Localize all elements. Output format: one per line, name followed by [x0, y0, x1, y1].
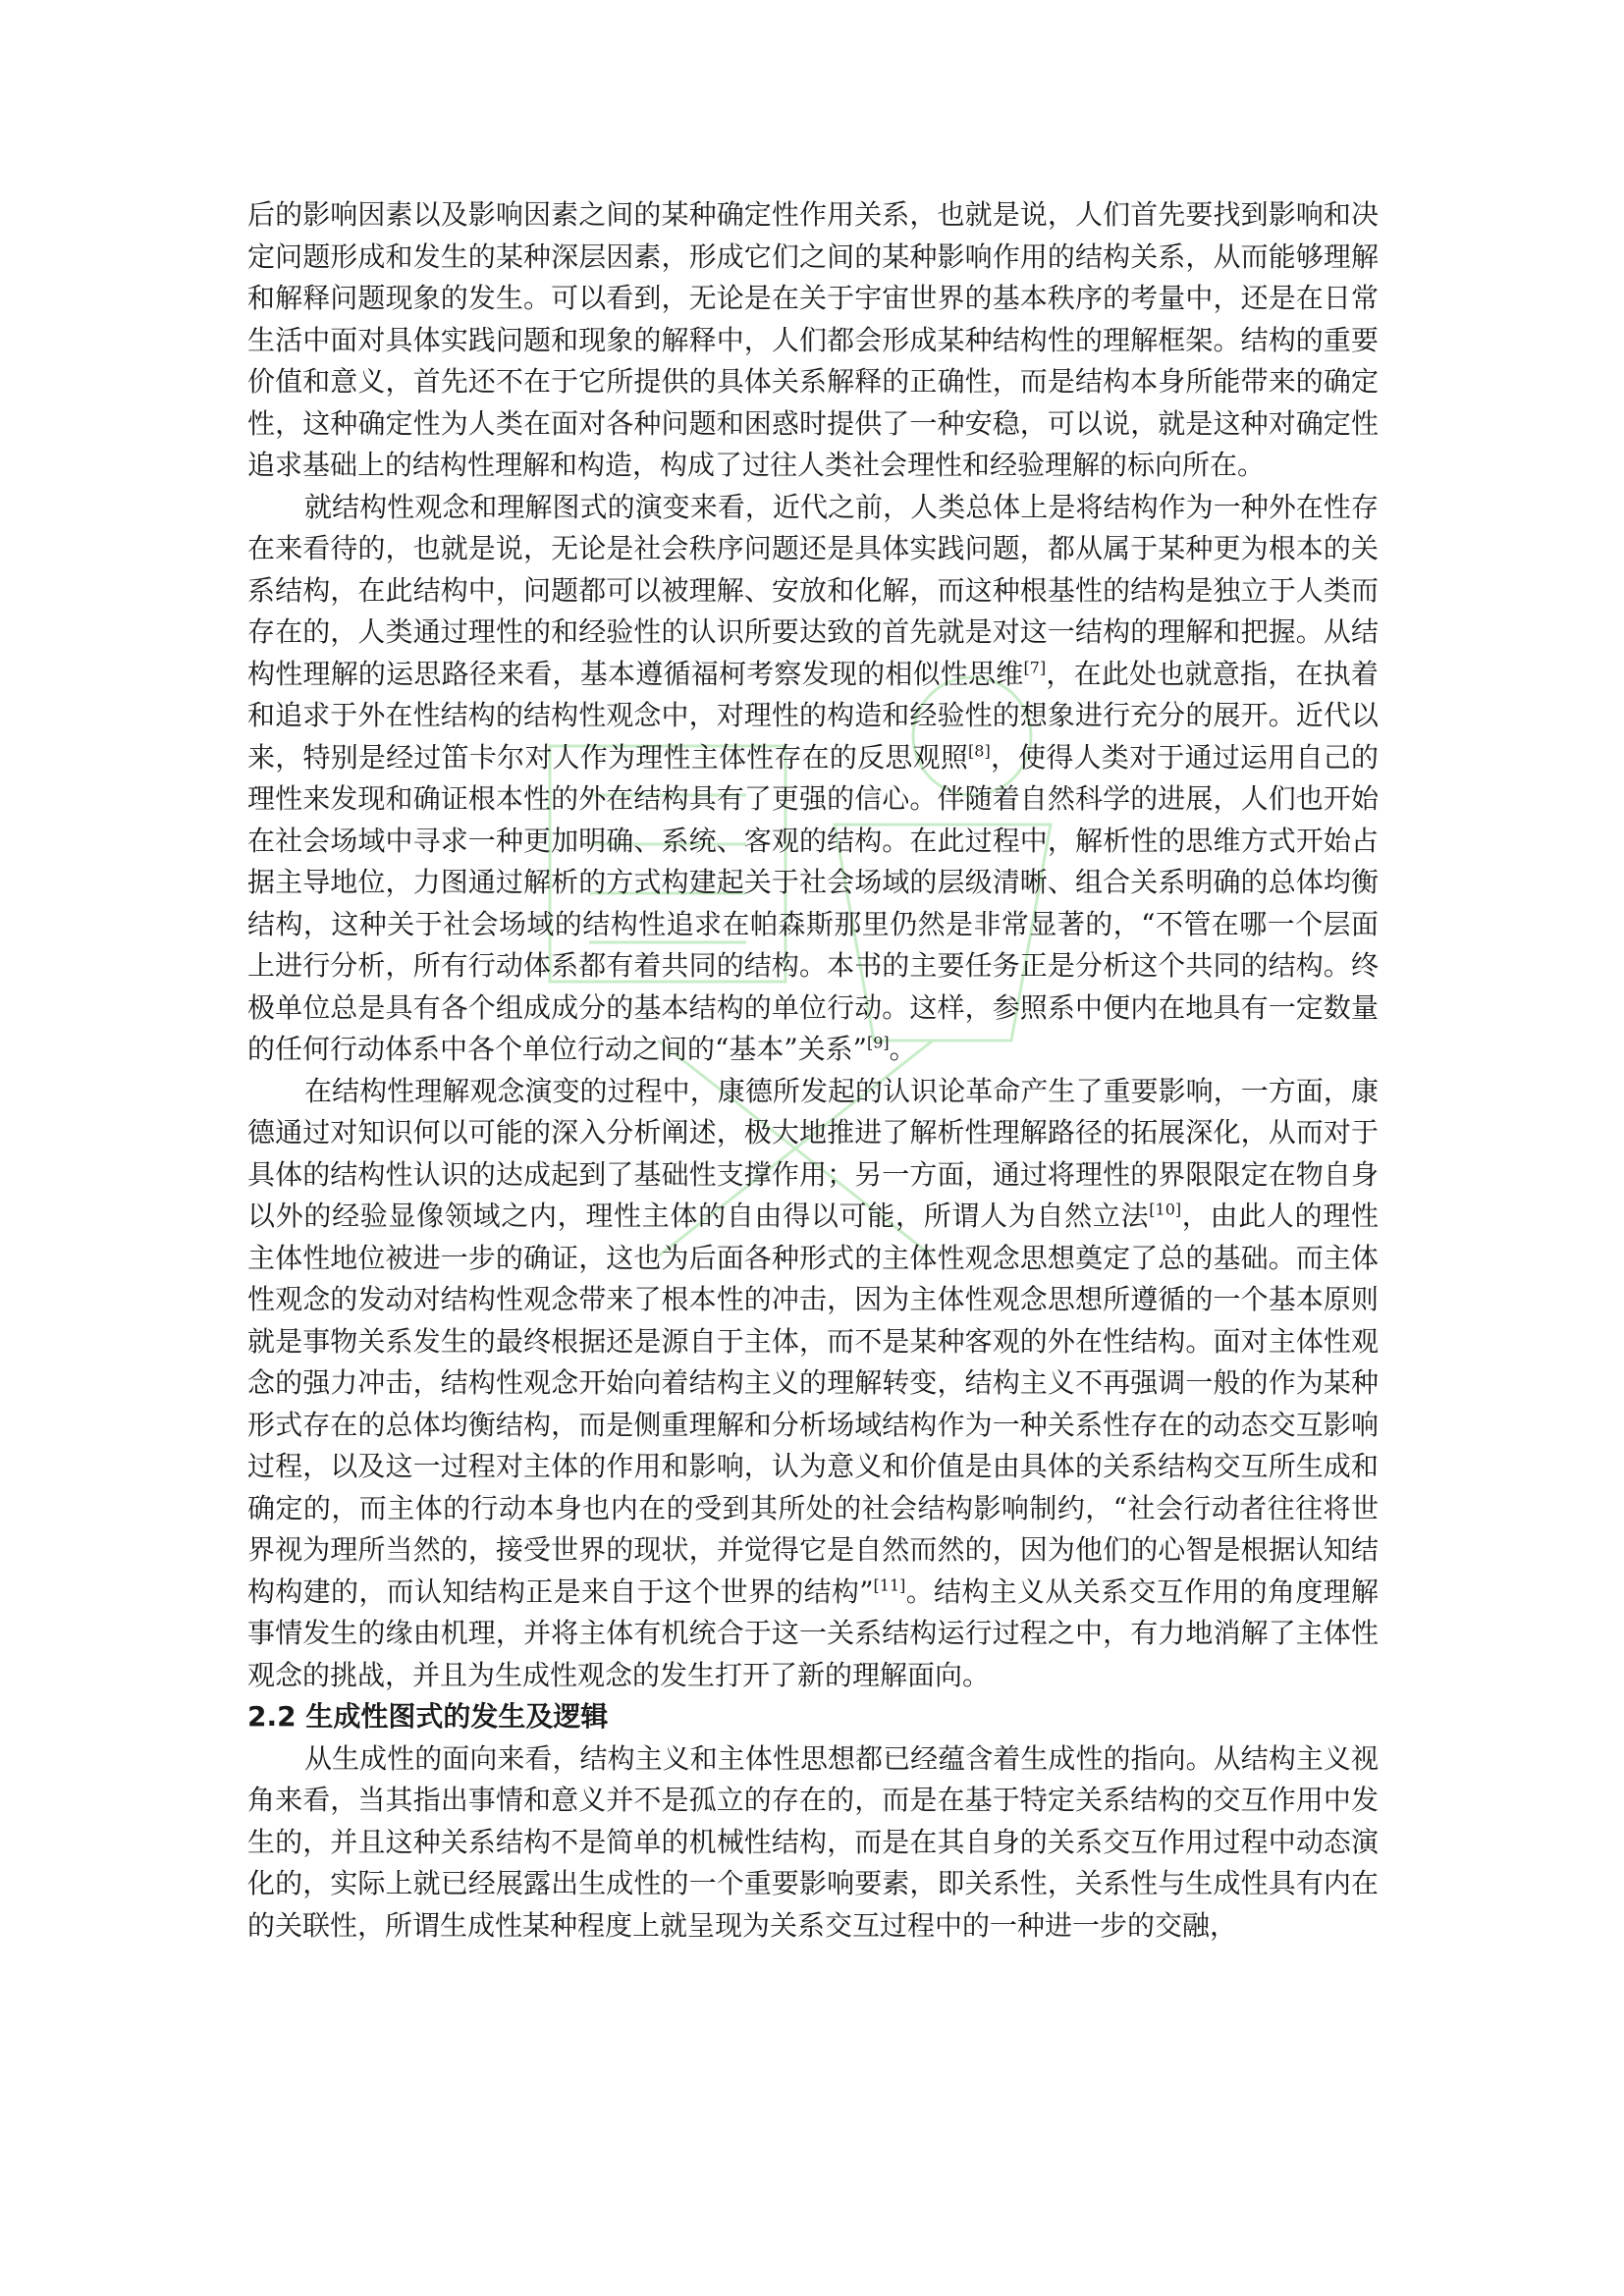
paragraph-text: ，使得人类对于通过运用自己的理性来发现和确证根本性的外在结构具有了更强的信心。伴随着自然科学的进展，人们也开始在社会场域中寻求一种更加明确、系统、客观的结构。在此过程中，解析性的思维方式开始占据主导地位，力图通过解析的方式构建起关于社会场域的层级清晰、组合关系明确的总体均衡结构，这种关于社会场域的结构性追求在帕森斯那里仍然是非常显著的，“不管在哪一个层面上进行分析，所有行动体系都有着共同的结构。本书的主要任务正是分析这个共同的结构。终极单位总是具有各个组成成分的基本结构的单位行动。这样，参照系中便内在地具有一定数量的任何行动体系中各个单位行动之间的“基本”关系” [247, 740, 1379, 1065]
paragraph-text: 就结构性观念和理解图式的演变来看，近代之前，人类总体上是将结构作为一种外在性存在来看待的，也就是说，无论是社会秩序问题还是具体实践问题，都从属于某种更为根本的关系结构，在此结构中，问题都可以被理解、安放和化解，而这种根基性的结构是独立于人类而存在的，人类通过理性的和经验性的认识所要达致的首先就是对这一结构的理解和把握。从结构性理解的运思路径来看，基本遵循福柯考察发现的相似性思维 [247, 490, 1379, 690]
article-body [247, 194, 1379, 1947]
citation-reference: [8] [968, 741, 991, 761]
paragraph-2 [247, 487, 1379, 1071]
paragraph-text: ，在此处也就意指，在执着和追求于外在性结构的结构性观念中，对理性的构造和经验性的想象进行充分的展开。近代以来，特别是经过笛卡尔对人作为理性主体性存在的反思观照 [247, 657, 1379, 774]
citation-reference: [9] [866, 1033, 890, 1052]
paragraph-text: 。 [889, 1033, 917, 1065]
citation-reference: [7] [1023, 658, 1047, 677]
citation-reference: [11] [873, 1575, 906, 1595]
paragraph-text: 从生成性的面向来看，结构主义和主体性思想都已经蕴含着生成性的指向。从结构主义视角来看，当其指出事情和意义并不是孤立的存在的，而是在基于特定关系结构的交互作用中发生的，并且这种关系结构不是简单的机械性结构，而是在其自身的关系交互作用过程中动态演化的，实际上就已经展露出生成性的一个重要影响要素，即关系性，关系性与生成性具有内在的关联性，所谓生成性某种程度上就呈现为关系交互过程中的一种进一步的交融， [247, 1741, 1379, 1942]
paragraph-4 [247, 1738, 1379, 1948]
section-heading: 2.2 生成性图式的发生及逻辑 [247, 1700, 609, 1733]
paragraph-1 [247, 194, 1379, 487]
citation-reference: [10] [1149, 1200, 1182, 1219]
paragraph-text: 在结构性理解观念演变的过程中，康德所发起的认识论革命产生了重要影响，一方面，康德通过对知识何以可能的深入分析阐述，极大地推进了解析性理解路径的拓展深化，从而对于具体的结构性认识的达成起到了基础性支撑作用；另一方面，通过将理性的界限限定在物自身以外的经验显像领域之内，理性主体的自由得以可能，所谓人为自然立法 [247, 1074, 1379, 1232]
paragraph-text: ，由此人的理性主体性地位被进一步的确证，这也为后面各种形式的主体性观念思想奠定了总的基础。而主体性观念的发动对结构性观念带来了根本性的冲击，因为主体性观念思想所遵循的一个基本原则就是事物关系发生的最终根据还是源自于主体，而不是某种客观的外在性结构。面对主体性观念的强力冲击，结构性观念开始向着结构主义的理解转变，结构主义不再强调一般的作为某种形式存在的总体均衡结构，而是侧重理解和分析场域结构作为一种关系性存在的动态交互影响过程，以及这一过程对主体的作用和影响，认为意义和价值是由具体的关系结构交互所生成和确定的，而主体的行动本身也内在的受到其所处的社会结构影响制约，“社会行动者往往将世界视为理所当然的，接受世界的现状，并觉得它是自然而然的，因为他们的心智是根据认知结构构建的，而认知结构正是来自于这个世界的结构” [247, 1200, 1379, 1608]
paragraph-text: 后的影响因素以及影响因素之间的某种确定性作用关系，也就是说，人们首先要找到影响和决定问题形成和发生的某种深层因素，形成它们之间的某种影响作用的结构关系，从而能够理解和解释问题现象的发生。可以看到，无论是在关于宇宙世界的基本秩序的考量中，还是在日常生活中面对具体实践问题和现象的解释中，人们都会形成某种结构性的理解框架。结构的重要价值和意义，首先还不在于它所提供的具体关系解释的正确性，而是结构本身所能带来的确定性，这种确定性为人类在面对各种问题和困惑时提供了一种安稳，可以说，就是这种对确定性追求基础上的结构性理解和构造，构成了过往人类社会理性和经验理解的标向所在。 [247, 198, 1379, 481]
paragraph-3 [247, 1071, 1379, 1697]
paragraph-text: 。结构主义从关系交互作用的角度理解事情发生的缘由机理，并将主体有机统合于这一关系结构运行过程之中，有力地消解了主体性观念的挑战，并且为生成性观念的发生打开了新的理解面向。 [247, 1575, 1379, 1691]
